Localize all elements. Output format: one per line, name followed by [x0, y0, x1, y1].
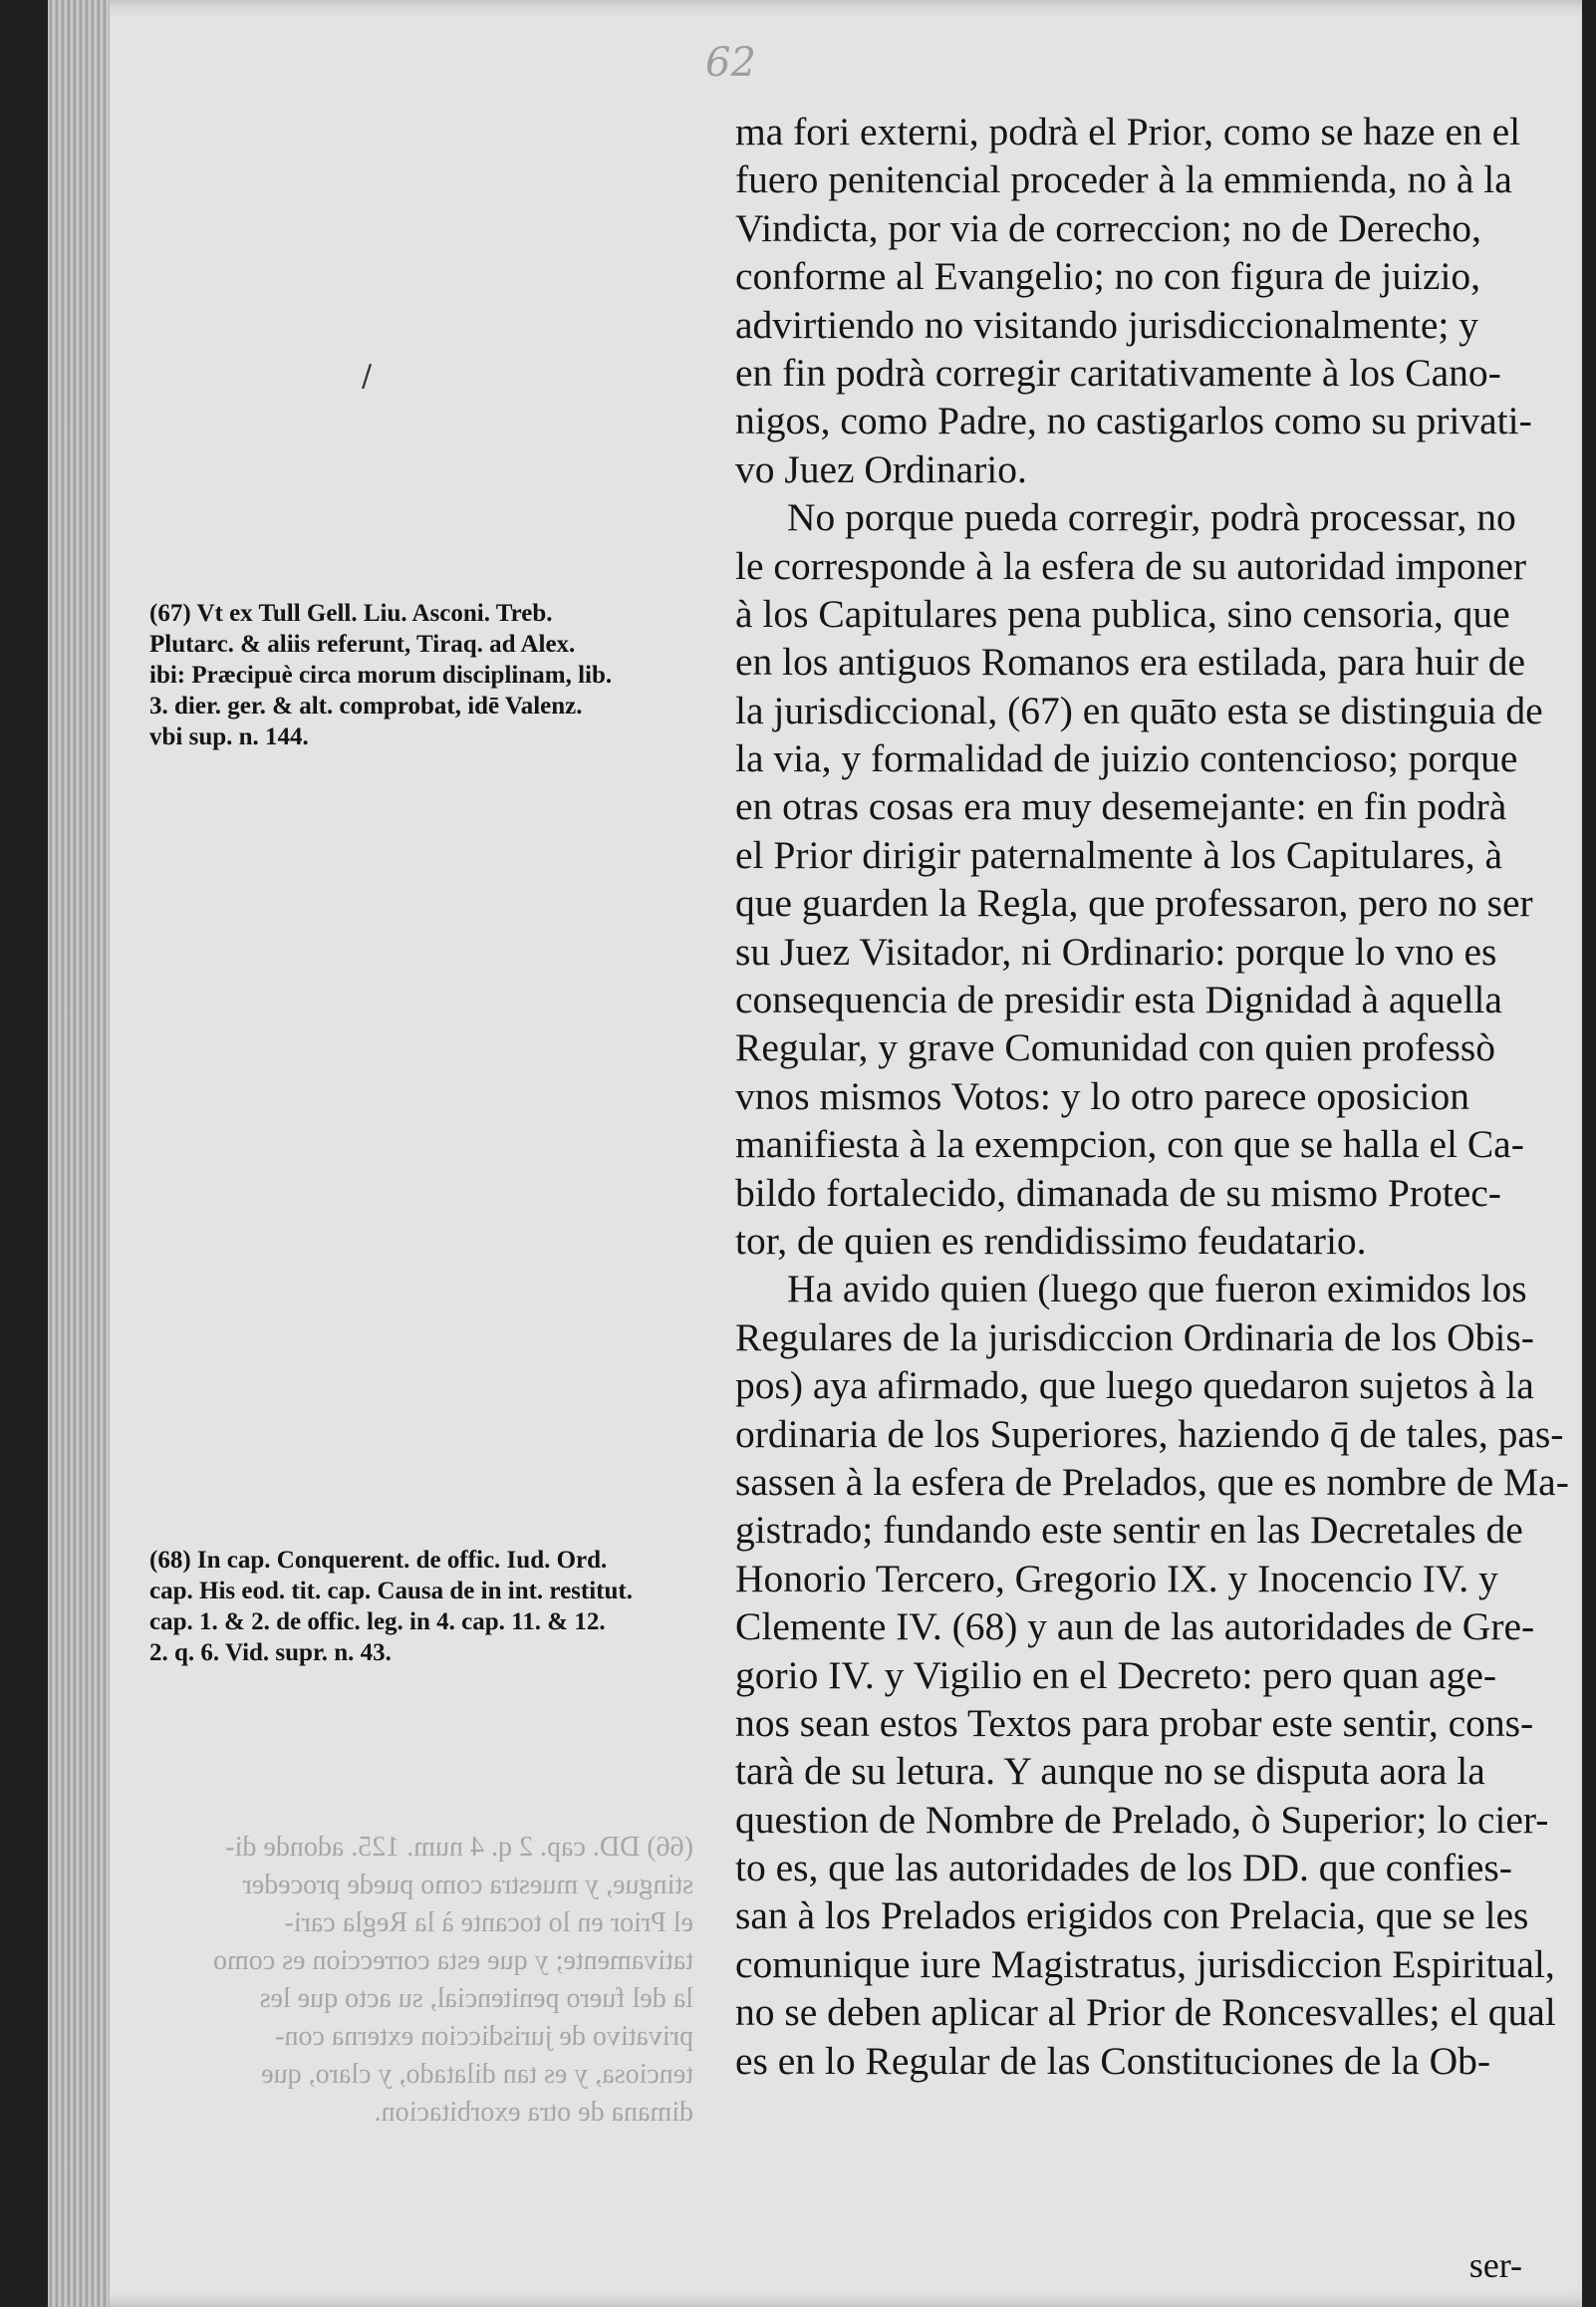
text-line: ma fori externi, podrà el Prior, como se haze en el — [735, 110, 1521, 153]
main-text-column — [735, 108, 1587, 2085]
text-line: en los antiguos Romanos era estilada, para huir de — [735, 640, 1526, 685]
text-line: gorio IV. y Vigilio en el Decreto: pero quan age- — [735, 1652, 1497, 1697]
note-line: Plutarc. & aliis referunt, Tiraq. ad Alex. — [149, 631, 576, 658]
text-line: que guarden la Regla, que professaron, pero no ser — [735, 881, 1533, 926]
text-line: comunique iure Magistratus, jurisdiccion Espiritual, — [735, 1941, 1555, 1986]
text-line: tarà de su letura. Y aunque no se disputa aora la — [735, 1749, 1485, 1794]
text-line: en otras cosas era muy desemejante: en fin podrà — [735, 784, 1507, 829]
text-line: nigos, como Padre, no castigarlos como su privati- — [735, 399, 1532, 443]
note-line: (67) Vt ex Tull Gell. Liu. Asconi. Treb. — [149, 600, 553, 627]
text-line: question de Nombre de Prelado, ò Superior; lo cier- — [735, 1797, 1549, 1842]
text-line: Vindicta, por via de correccion; no de Derecho, — [735, 205, 1481, 250]
text-line: tor, de quien es rendidissimo feudatario. — [735, 1218, 1367, 1263]
margin-mark: / — [362, 359, 373, 394]
note-line: 3. dier. ger. & alt. comprobat, idē Valenz. — [149, 693, 583, 720]
bleed-line: la del fuero penitencial, su acto que les — [259, 1983, 693, 2014]
text-line: advirtiendo no visitando jurisdiccionalmente; y — [735, 302, 1478, 347]
book-page — [48, 0, 1582, 2307]
text-line: Regulares de la jurisdiccion Ordinaria de los Obis- — [735, 1314, 1534, 1359]
text-line: el Prior dirigir paternalmente à los Capitulares, à — [735, 832, 1502, 877]
note-line: (68) In cap. Conquerent. de offic. Iud. Ord. — [149, 1547, 608, 1574]
text-line: pos) aya afirmado, que luego quedaron sujetos à la — [735, 1363, 1534, 1408]
text-line: manifiesta à la exempcion, con que se halla el Ca- — [735, 1122, 1524, 1167]
text-line: fuero penitencial proceder à la emmienda, no à la — [735, 157, 1512, 202]
text-line: ordinaria de los Superiores, haziendo q̄ de tales, pas- — [735, 1411, 1564, 1456]
text-line: No porque pueda corregir, podrà processar, no — [787, 495, 1516, 540]
page-corner-mark: 62 — [705, 40, 756, 86]
text-line: san à los Prelados erigidos con Prelacia, que se les — [735, 1893, 1529, 1938]
bleed-line: dimana de otra exorbitacion. — [374, 2097, 693, 2128]
text-line: à los Capitulares pena publica, sino censoria, que — [735, 591, 1510, 636]
note-line: vbi sup. n. 144. — [149, 723, 309, 750]
text-line: vo Juez Ordinario. — [735, 446, 1027, 491]
text-line: le corresponde à la esfera de su autoridad imponer — [735, 543, 1527, 588]
text-line: Regular, y grave Comunidad con quien professò — [735, 1025, 1495, 1070]
text-line: su Juez Visitador, ni Ordinario: porque lo vno es — [735, 929, 1497, 974]
bleed-line: privativo de jurisdiccion externa con- — [275, 2021, 693, 2052]
catchword: ser- — [1468, 2245, 1522, 2285]
text-line: sassen à la esfera de Prelados, que es nombre de Ma- — [735, 1459, 1569, 1504]
text-line: bildo fortalecido, dimanada de su mismo Protec- — [735, 1170, 1501, 1215]
text-line: gistrado; fundando este sentir en las Decretales de — [735, 1508, 1523, 1553]
text-line: nos sean estos Textos para probar este sentir, cons- — [735, 1700, 1534, 1745]
text-line: vnos mismos Votos: y lo otro parece oposicion — [735, 1073, 1469, 1118]
bleed-line: tenciosa, y es tan dilatado, y claro, que — [261, 2059, 693, 2090]
bleed-line: tativamente; y que esta correccion es como — [212, 1945, 693, 1976]
bleed-line: stingue, y muestra como puede proceder — [242, 1870, 693, 1900]
text-line: Ha avido quien (luego que fueron eximidos los — [787, 1267, 1527, 1311]
bleed-line: (66) DD. cap. 2 q. 4 num. 125. adonde di- — [225, 1832, 693, 1863]
note-line: 2. q. 6. Vid. supr. n. 43. — [149, 1639, 392, 1666]
text-line: la jurisdiccional, (67) en quāto esta se distinguia de — [735, 688, 1543, 732]
text-line: Honorio Tercero, Gregorio IX. y Inocencio IV. y — [735, 1556, 1498, 1600]
text-line: consequencia de presidir esta Dignidad à aquella — [735, 978, 1502, 1022]
text-line: en fin podrà corregir caritativamente à los Cano- — [735, 350, 1501, 395]
bleed-line: el Prior en lo tocante à la Regla cari- — [284, 1907, 693, 1938]
text-line: no se deben aplicar al Prior de Roncesvalles; el qual — [735, 1990, 1556, 2035]
text-line: la via, y formalidad de juizio contencioso; porque — [735, 736, 1518, 781]
text-line: es en lo Regular de las Constituciones de la Ob- — [735, 2038, 1491, 2083]
note-line: cap. 1. & 2. de offic. leg. in 4. cap. 11. & 12. — [149, 1608, 606, 1635]
margin-note-68 — [149, 1545, 707, 1668]
book-spine — [48, 0, 110, 2307]
bleed-through-text — [135, 1829, 693, 2132]
note-line: ibi: Præcipuè circa morum disciplinam, lib. — [149, 662, 613, 689]
margin-note-67 — [149, 598, 707, 752]
text-line: Clemente IV. (68) y aun de las autoridades de Gre- — [735, 1604, 1535, 1649]
note-line: cap. His eod. tit. cap. Causa de in int. restitut. — [149, 1578, 633, 1604]
text-line: to es, que las autoridades de los DD. que confies- — [735, 1846, 1512, 1890]
text-line: conforme al Evangelio; no con figura de juizio, — [735, 254, 1481, 299]
